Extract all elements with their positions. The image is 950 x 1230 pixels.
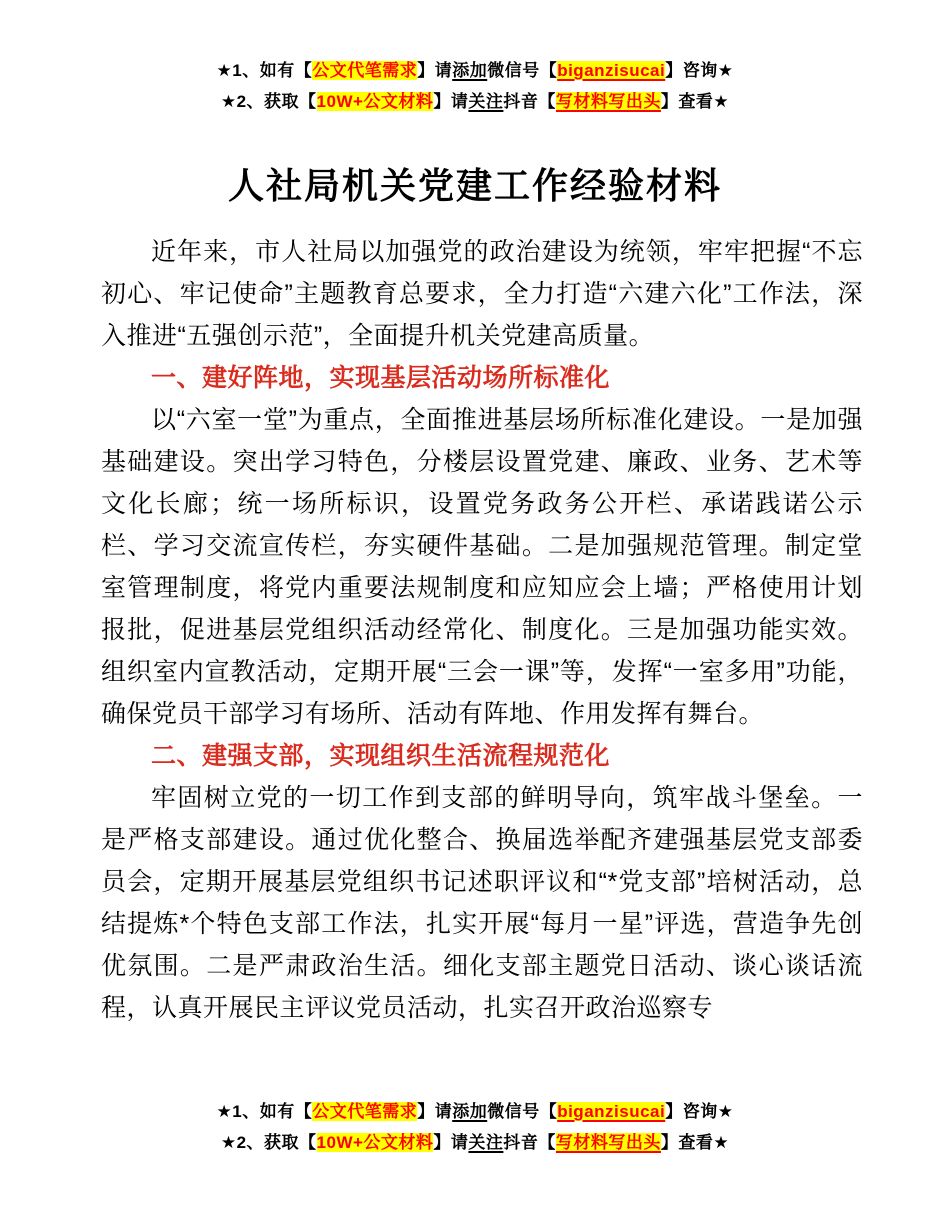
body-paragraph: 牢固树立党的一切工作到支部的鲜明导向，筑牢战斗堡垒。一是严格支部建设。通过优化整合、换届选举配齐建强基层党支部委员会，定期开展基层党组织书记述职评议和“*党支部”培树活动，总结提炼*个特色支部工作法，扎实开展“每月一星”评选，营造争先创优氛围。二是严肃政治生活。细化支部主题党日活动、谈心谈话流程，认真开展民主评议党员活动，扎实召开政治巡察专 (101, 784, 863, 1022)
ad-text: 】请 (417, 61, 453, 80)
document-title: 人社局机关党建工作经验材料 (227, 165, 722, 206)
ad-text: 】请 (417, 1102, 453, 1121)
ad-text-highlighted: 公文代笔需求 (312, 61, 418, 80)
ad-text: 抖音【 (503, 92, 556, 111)
header-ad-line-2 (0, 86, 950, 117)
ad-text: ★1、如有【 (216, 61, 313, 80)
ad-text: 微信号【 (487, 61, 558, 80)
ad-text: ★1、如有【 (216, 1102, 313, 1121)
section-heading: 一、建好阵地，实现基层活动场所标准化 (151, 364, 611, 392)
ad-text-underlined: 添加 (452, 61, 488, 80)
ad-text-highlighted: 写材料写出头 (555, 92, 661, 111)
ad-text-highlighted: 写材料写出头 (555, 1133, 661, 1152)
ad-text: 】咨询★ (665, 1102, 734, 1121)
footer-ad-line-1 (0, 1096, 950, 1127)
ad-text: 】查看★ (660, 1133, 730, 1152)
ad-text-highlighted: 10W+公文材料 (316, 1133, 434, 1152)
footer-ad-banner (0, 1096, 950, 1158)
ad-text-underlined: 关注 (468, 92, 504, 111)
ad-text: ★2、获取【 (220, 92, 317, 111)
body-paragraph: 近年来，市人社局以加强党的政治建设为统领，牢牢把握“不忘初心、牢记使命”主题教育总要求，全力打造“六建六化”工作法，深入推进“五强创示范”，全面提升机关党建高质量。 (101, 238, 863, 350)
ad-text-highlighted: biganzisucai (557, 1102, 666, 1121)
ad-text-highlighted: 公文代笔需求 (312, 1102, 418, 1121)
ad-text-underlined: 添加 (452, 1102, 488, 1121)
document-body (101, 231, 863, 1029)
footer-ad-line-2 (0, 1127, 950, 1158)
header-ad-line-1 (0, 55, 950, 86)
ad-text: 抖音【 (503, 1133, 556, 1152)
header-ad-banner (0, 55, 950, 117)
section-heading: 二、建强支部，实现组织生活流程规范化 (151, 742, 611, 770)
ad-text-underlined: 关注 (468, 1133, 504, 1152)
ad-text: 】请 (433, 1133, 469, 1152)
ad-text-highlighted: 10W+公文材料 (316, 92, 434, 111)
ad-text: ★2、获取【 (220, 1133, 317, 1152)
ad-text: 】请 (433, 92, 469, 111)
ad-text: 】查看★ (660, 92, 730, 111)
body-paragraph: 以“六室一堂”为重点，全面推进基层场所标准化建设。一是加强基础建设。突出学习特色，分楼层设置党建、廉政、业务、艺术等文化长廊；统一场所标识，设置党务政务公开栏、承诺践诺公示栏、学习交流宣传栏，夯实硬件基础。二是加强规范管理。制定堂室管理制度，将党内重要法规制度和应知应会上墙；严格使用计划报批，促进基层党组织活动经常化、制度化。三是加强功能实效。组织室内宣教活动，定期开展“三会一课”等，发挥“一室多用”功能，确保党员干部学习有场所、活动有阵地、作用发挥有舞台。 (101, 406, 863, 728)
ad-text: 】咨询★ (665, 61, 734, 80)
ad-text: 微信号【 (487, 1102, 558, 1121)
ad-text-highlighted: biganzisucai (557, 61, 666, 80)
